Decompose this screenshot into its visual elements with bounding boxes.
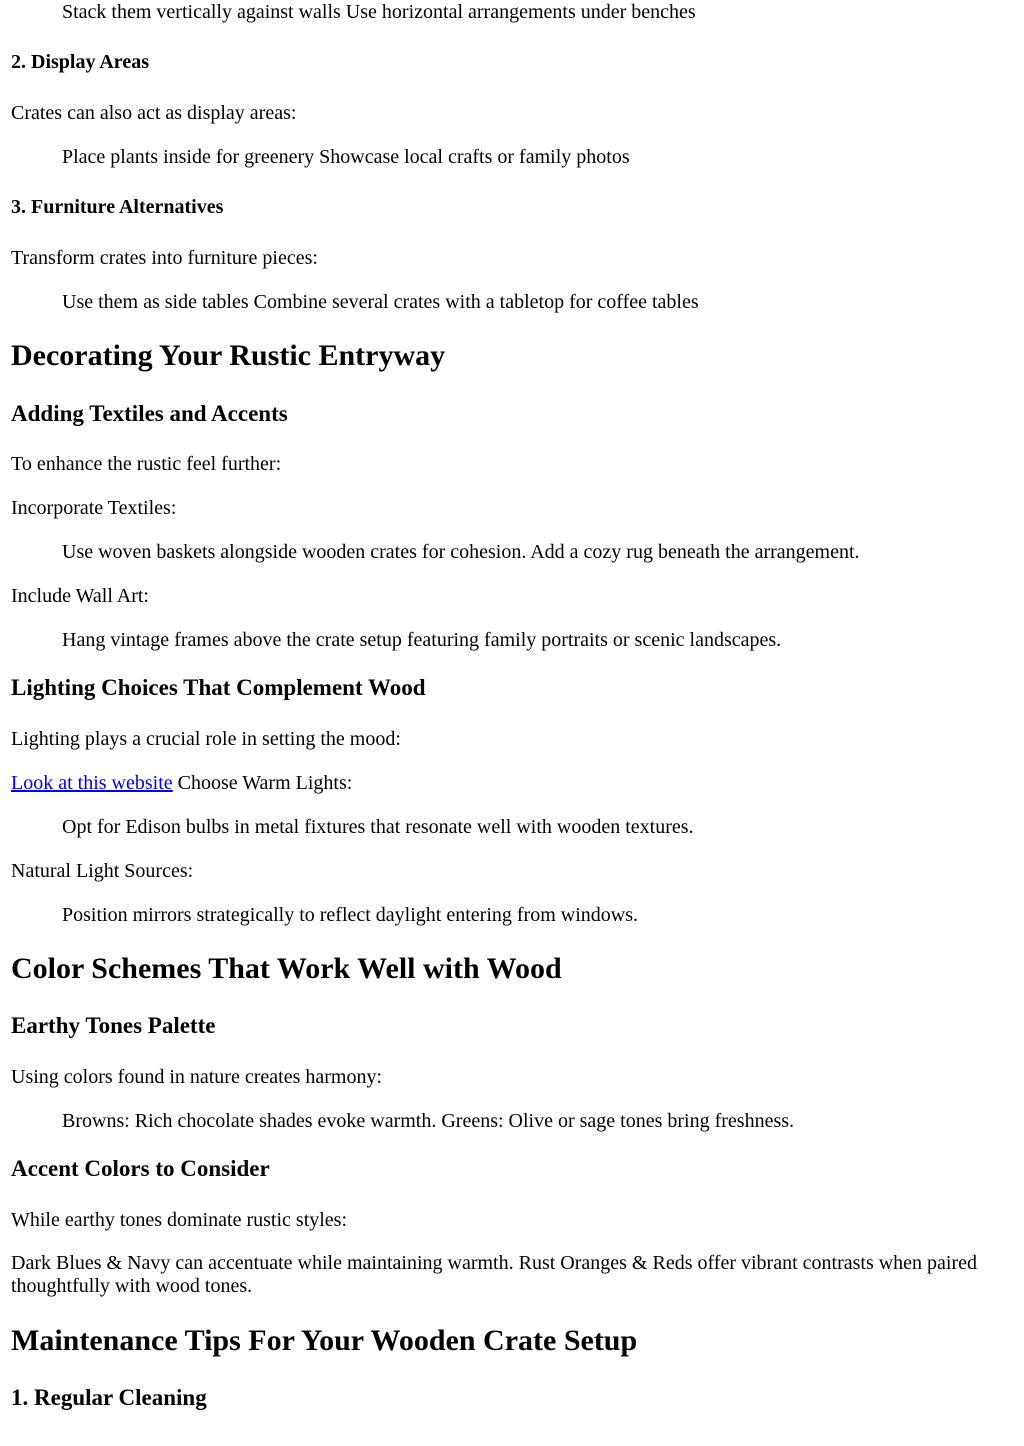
label-wall-art: Include Wall Art:	[11, 585, 149, 607]
heading-accent-colors: Accent Colors to Consider	[11, 1156, 270, 1181]
paragraph-accent-colors: Dark Blues & Navy can accentuate while maintaining warmth. Rust Oranges & Reds offer vibrant contrasts when paired thoughtfully with wood tones.	[11, 1252, 978, 1297]
blockquote-display-areas: Place plants inside for greenery Showcase local crafts or family photos	[62, 146, 630, 168]
blockquote-earthy-colors: Browns: Rich chocolate shades evoke warmth. Greens: Olive or sage tones bring freshness.	[62, 1110, 795, 1132]
heading-display-areas: 2. Display Areas	[11, 51, 149, 73]
paragraph-accent-intro: While earthy tones dominate rustic styles:	[11, 1209, 348, 1231]
paragraph-warm-lights	[11, 772, 352, 795]
paragraph-textiles-intro: To enhance the rustic feel further:	[11, 453, 282, 475]
website-link[interactable]: Look at this website	[11, 772, 173, 794]
label-incorporate-textiles: Incorporate Textiles:	[11, 497, 177, 519]
blockquote-warm-lights: Opt for Edison bulbs in metal fixtures that resonate well with wooden textures.	[62, 816, 694, 838]
label-warm-lights: Choose Warm Lights:	[172, 772, 353, 794]
label-natural-light: Natural Light Sources:	[11, 860, 194, 882]
heading-color-schemes: Color Schemes That Work Well with Wood	[11, 952, 562, 985]
paragraph-furniture-alternatives: Transform crates into furniture pieces:	[11, 247, 318, 269]
heading-maintenance-tips: Maintenance Tips For Your Wooden Crate Setup	[11, 1324, 638, 1357]
paragraph-display-areas: Crates can also act as display areas:	[11, 102, 297, 124]
blockquote-textiles: Use woven baskets alongside wooden crates for cohesion. Add a cozy rug beneath the arrangement.	[62, 541, 860, 563]
heading-lighting-choices: Lighting Choices That Complement Wood	[11, 675, 426, 700]
heading-furniture-alternatives: 3. Furniture Alternatives	[11, 196, 224, 218]
blockquote-furniture-alternatives: Use them as side tables Combine several crates with a tabletop for coffee tables	[62, 291, 699, 313]
paragraph-earthy-intro: Using colors found in nature creates harmony:	[11, 1066, 383, 1088]
paragraph-lighting-intro: Lighting plays a crucial role in setting the mood:	[11, 728, 401, 750]
blockquote-natural-light: Position mirrors strategically to reflect daylight entering from windows.	[62, 904, 638, 926]
blockquote-wall-art: Hang vintage frames above the crate setup featuring family portraits or scenic landscapes.	[62, 629, 782, 651]
heading-decorating-entryway: Decorating Your Rustic Entryway	[11, 339, 446, 372]
heading-regular-cleaning: 1. Regular Cleaning	[11, 1385, 207, 1410]
heading-textiles-accents: Adding Textiles and Accents	[11, 401, 288, 426]
blockquote-storage-ideas: Stack them vertically against walls Use horizontal arrangements under benches	[62, 1, 696, 23]
heading-earthy-tones: Earthy Tones Palette	[11, 1013, 216, 1038]
